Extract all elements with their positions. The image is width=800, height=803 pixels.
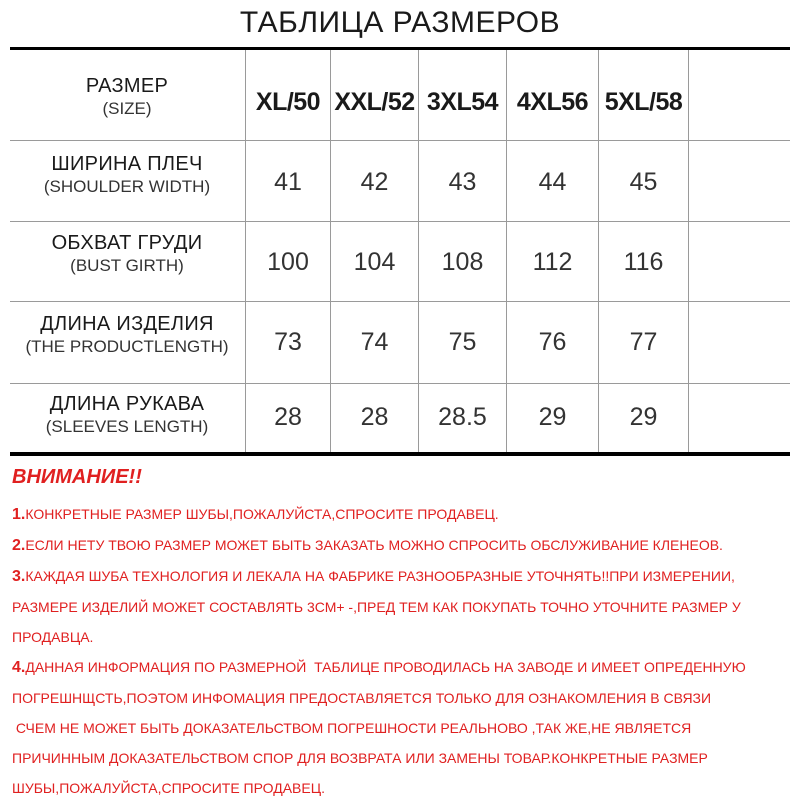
row-label-en: (BUST GIRTH) <box>70 256 184 275</box>
row-label-ru: ДЛИНА ИЗДЕЛИЯ <box>40 313 214 335</box>
row-label-ru: ОБХВАТ ГРУДИ <box>51 232 203 254</box>
note-item <box>12 652 792 803</box>
size-header: XL/50 <box>255 88 321 116</box>
page-title: ТАБЛИЦА РАЗМЕРОВ <box>239 6 561 39</box>
note-text: ЕСЛИ НЕТУ ТВОЮ РАЗМЕР МОЖЕТ БЫТЬ ЗАКАЗАТЬ МОЖНО СПРОСИТЬ ОБСЛУЖИВАНИЕ КЛЕНЕОВ. <box>25 537 723 553</box>
table-cell: 28.5 <box>438 403 487 431</box>
row-divider <box>10 140 790 141</box>
table-cell: 41 <box>274 168 302 196</box>
row-label-en: (SLEEVES LENGTH) <box>45 417 209 436</box>
table-cell: 100 <box>267 248 309 276</box>
row-divider <box>10 221 790 222</box>
size-header: 5XL/58 <box>604 88 683 116</box>
note-text: КОНКРЕТНЫЕ РАЗМЕР ШУБЫ,ПОЖАЛУЙСТА,СПРОСИТЕ ПРОДАВЕЦ. <box>25 506 499 522</box>
note-number: 4. <box>12 659 26 676</box>
note-text: ДАННАЯ ИНФОРМАЦИЯ ПО РАЗМЕРНОЙ ТАБЛИЦЕ ПРОВОДИЛАСЬ НА ЗАВОДЕ И ИМЕЕТ ОПРЕДЕННУЮ ПОГРЕШНЩСТЬ,ПОЭТОМ ИНФОМАЦИЯ ПРЕДОСТАВЛЯЕТСЯ ТОЛЬКО ДЛЯ ОЗНАКОМЛЕНИЯ В СВЯЗИ СЧЕМ НЕ МОЖЕТ БЫТЬ ДОКАЗАТЕЛЬСТВОМ ПОГРЕШНОСТИ РЕАЛЬНОВО ,ТАК ЖЕ,НЕ ЯВЛЯЕТСЯ ПРИЧИННЫМ ДОКАЗАТЕЛЬСТВОМ СПОР ДЛЯ ВОЗВРАТА ИЛИ ЗАМЕНЫ ТОВАР.КОНКРЕТНЫЕ РАЗМЕР ШУБЫ,ПОЖАЛУЙСТА,СПРОСИТЕ ПРОДАВЕЦ. <box>12 659 746 796</box>
table-cell: 28 <box>360 403 389 431</box>
table-cell: 104 <box>353 248 396 276</box>
table-cell: 74 <box>360 328 389 356</box>
note-item <box>12 530 792 561</box>
note-number: 2. <box>12 537 26 554</box>
size-header: XXL/52 <box>334 88 415 116</box>
row-label-sleeves-length <box>10 392 244 438</box>
table-cell: 43 <box>448 168 477 196</box>
row-label-ru: ШИРИНА ПЛЕЧ <box>51 153 203 175</box>
table-cell: 73 <box>274 328 302 356</box>
header-label-ru: РАЗМЕР <box>85 75 169 97</box>
table-bottom-rule <box>10 452 790 456</box>
table-cell: 45 <box>629 168 658 196</box>
table-top-rule <box>10 47 790 50</box>
note-item <box>12 561 792 652</box>
header-label <box>10 74 244 120</box>
size-header: 3XL54 <box>426 88 499 116</box>
table-cell: 42 <box>360 168 389 196</box>
row-label-en: (SHOULDER WIDTH) <box>43 177 211 196</box>
table-cell: 112 <box>532 248 573 276</box>
row-label-en: (THE PRODUCTLENGTH) <box>25 337 229 356</box>
row-divider <box>10 301 790 302</box>
table-cell: 29 <box>538 403 567 431</box>
note-number: 3. <box>12 568 26 585</box>
row-label-bust-girth <box>10 231 244 277</box>
table-cell: 75 <box>448 328 477 356</box>
column-divider <box>688 50 689 452</box>
row-label-product-length <box>10 312 244 358</box>
row-label-shoulder-width <box>10 152 244 198</box>
attention-heading: ВНИМАНИЕ!! <box>12 466 142 488</box>
note-item <box>12 499 792 530</box>
table-cell: 28 <box>274 403 302 431</box>
table-cell: 116 <box>623 248 664 276</box>
table-cell: 77 <box>629 328 658 356</box>
table-cell: 44 <box>538 168 567 196</box>
row-label-ru: ДЛИНА РУКАВА <box>49 393 205 415</box>
table-cell: 76 <box>538 328 567 356</box>
note-text: КАЖДАЯ ШУБА ТЕХНОЛОГИЯ И ЛЕКАЛА НА ФАБРИКЕ РАЗНООБРАЗНЫЕ УТОЧНЯТЬ!!ПРИ ИЗМЕРЕНИИ, РАЗМЕРЕ ИЗДЕЛИЙ МОЖЕТ СОСТАВЛЯТЬ 3СМ+ -,ПРЕД ТЕМ КАК ПОКУПАТЬ ТОЧНО УТОЧНИТЕ РАЗМЕР У ПРОДАВЦА. <box>12 568 741 645</box>
row-divider <box>10 383 790 384</box>
table-cell: 108 <box>441 248 484 276</box>
size-header: 4XL56 <box>516 88 589 116</box>
note-number: 1. <box>12 506 26 523</box>
table-cell: 29 <box>629 403 658 431</box>
notes-section <box>12 466 792 803</box>
header-label-en: (SIZE) <box>102 99 152 118</box>
